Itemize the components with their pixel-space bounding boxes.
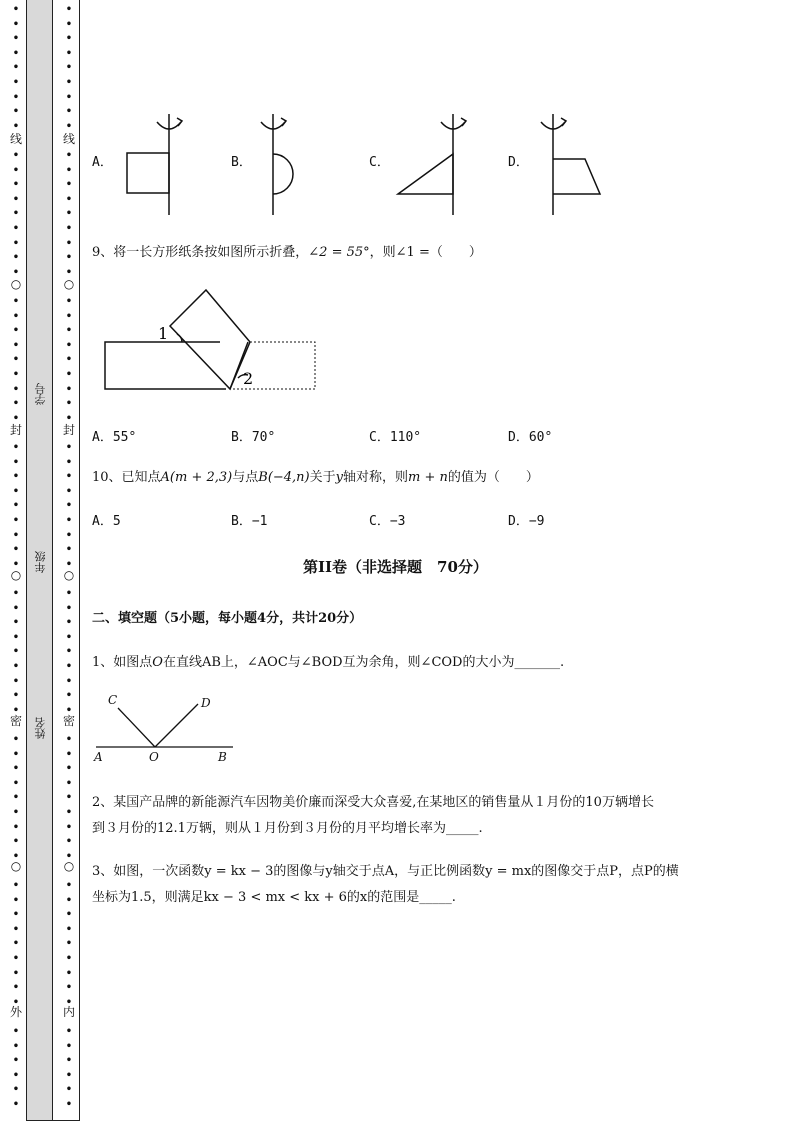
binding-mark: 封	[62, 423, 75, 437]
binding-dot: •	[12, 821, 20, 833]
binding-mark: 密	[62, 714, 75, 728]
binding-dot: •	[65, 471, 73, 483]
binding-dot: •	[65, 150, 73, 161]
binding-dot: •	[65, 982, 73, 994]
binding-dot: •	[65, 106, 73, 118]
binding-dot: •	[12, 485, 20, 497]
binding-dot: •	[65, 894, 73, 906]
binding-mark: 密	[9, 714, 22, 728]
binding-dot: •	[65, 850, 73, 862]
binding-dot: •	[65, 164, 73, 176]
binding-dot: •	[12, 442, 20, 453]
binding-dot: •	[12, 383, 20, 395]
binding-mark: 线	[62, 132, 75, 146]
binding-mark: 封	[9, 423, 22, 437]
binding-dot: •	[65, 675, 73, 687]
q10-option-b: B．−1	[231, 514, 268, 529]
q9-figure	[100, 285, 325, 400]
q10-text-mid2: 关于	[309, 470, 336, 485]
binding-dot: •	[65, 398, 73, 410]
binding-dot: •	[12, 471, 20, 483]
q8-option-b: B．	[231, 155, 252, 170]
binding-dot: •	[12, 1069, 20, 1081]
binding-dot: •	[65, 33, 73, 45]
binding-dot: •	[12, 77, 20, 88]
q8-option-c: C．	[369, 155, 390, 170]
binding-dot: •	[65, 923, 73, 935]
binding-circle: ○	[63, 859, 75, 873]
f2-line-1: 2、某国产品牌的新能源汽车因物美价廉而深受大众喜爱,在某地区的销售量从１月份的10万辆增长	[92, 795, 654, 810]
binding-dot: •	[65, 500, 73, 512]
q10-text-mid: 与点	[232, 470, 259, 485]
f1-label-o: O	[149, 750, 159, 764]
binding-dot: •	[12, 748, 20, 760]
binding-dot: •	[12, 4, 20, 15]
binding-dot: •	[65, 339, 73, 351]
binding-dot: •	[65, 602, 73, 614]
binding-dot: •	[12, 310, 20, 322]
left-dot-column	[9, 0, 23, 1123]
f3-line-2: 坐标为1.5，则满足kx − 3 < mx < kx + 6的x的范围是_____.	[92, 890, 456, 905]
q10-option-c: C．−3	[369, 514, 406, 529]
f1-point-o: O	[152, 655, 163, 670]
binding-dot: •	[12, 398, 20, 410]
binding-dot: •	[65, 529, 73, 541]
binding-dot: •	[12, 47, 20, 59]
binding-dot: •	[12, 967, 20, 979]
binding-dot: •	[12, 850, 20, 862]
binding-dot: •	[65, 296, 73, 307]
binding-dot: •	[65, 77, 73, 88]
binding-dot: •	[12, 91, 20, 103]
q9-option-c: C．110°	[369, 430, 422, 445]
binding-dot: •	[65, 515, 73, 526]
binding-dot: •	[12, 237, 20, 249]
q10-expression: m + n	[408, 470, 448, 485]
binding-dot: •	[12, 120, 20, 132]
binding-mark: 线	[9, 132, 22, 146]
binding-dot: •	[12, 734, 20, 745]
q8-figure-a	[127, 114, 182, 215]
q8-figure-c	[398, 114, 466, 215]
binding-dot: •	[65, 208, 73, 220]
binding-dot: •	[12, 646, 20, 658]
binding-dot: •	[65, 412, 73, 424]
field-student-id	[34, 376, 48, 412]
binding-circle: ○	[10, 568, 22, 582]
binding-dot: •	[65, 193, 73, 205]
binding-dot: •	[12, 208, 20, 220]
binding-dot: •	[12, 179, 20, 191]
binding-dot: •	[65, 807, 73, 818]
binding-dot: •	[12, 456, 20, 468]
binding-dot: •	[65, 704, 73, 716]
binding-circle: ○	[63, 568, 75, 582]
binding-dot: •	[65, 179, 73, 191]
binding-dot: •	[12, 953, 20, 964]
binding-dot: •	[12, 33, 20, 45]
binding-dot: •	[65, 485, 73, 497]
binding-dot: •	[12, 631, 20, 643]
binding-dot: •	[12, 894, 20, 906]
binding-dot: •	[65, 909, 73, 921]
binding-dot: •	[12, 164, 20, 176]
binding-dot: •	[65, 383, 73, 395]
binding-dot: •	[65, 646, 73, 658]
q8-option-d: D．	[508, 155, 529, 170]
binding-dot: •	[65, 880, 73, 891]
q10-question	[92, 466, 539, 485]
binding-dot: •	[12, 909, 20, 921]
q9-question	[92, 241, 482, 260]
q8-option-a: A．	[92, 155, 113, 170]
binding-dot: •	[65, 456, 73, 468]
field-name	[34, 710, 48, 746]
binding-dot: •	[12, 529, 20, 541]
binding-dot: •	[65, 953, 73, 964]
q8-figure-d	[541, 114, 600, 215]
q10-point-b: B(−4,n)	[258, 470, 310, 485]
binding-dot: •	[65, 18, 73, 30]
binding-dot: •	[12, 544, 20, 556]
binding-dot: •	[12, 1084, 20, 1096]
binding-dot: •	[12, 1026, 20, 1037]
binding-dot: •	[65, 310, 73, 322]
binding-mark: 外	[9, 1005, 22, 1019]
binding-dot: •	[12, 325, 20, 337]
binding-dot: •	[12, 938, 20, 950]
binding-dot: •	[12, 252, 20, 264]
binding-dot: •	[65, 91, 73, 103]
q8-figures	[85, 100, 625, 225]
q9-option-b: B．70°	[231, 430, 276, 445]
binding-dot: •	[12, 558, 20, 570]
binding-dot: •	[65, 252, 73, 264]
f3-line-1: 3、如图，一次函数y = kx − 3的图像与y轴交于点A，与正比例函数y = mx的图像交于点P，点P的横	[92, 864, 679, 879]
q9-angle-given: ∠2 = 55°	[308, 245, 370, 260]
f2-line-2: 到３月份的12.1万辆，则从１月份到３月份的月平均增长率为_____.	[92, 821, 483, 836]
binding-circle: ○	[10, 859, 22, 873]
binding-dot: •	[12, 996, 20, 1008]
field-grade	[34, 544, 48, 580]
binding-dot: •	[65, 1026, 73, 1037]
f1-question	[92, 651, 564, 670]
binding-dot: •	[12, 18, 20, 30]
binding-dot: •	[12, 777, 20, 789]
binding-dot: •	[65, 748, 73, 760]
binding-dot: •	[65, 442, 73, 453]
binding-dot: •	[12, 500, 20, 512]
binding-dot: •	[65, 777, 73, 789]
binding-dot: •	[12, 369, 20, 380]
binding-dot: •	[12, 588, 20, 599]
binding-dot: •	[65, 967, 73, 979]
q10-text-post: 轴对称，则	[343, 470, 409, 485]
binding-dot: •	[65, 325, 73, 337]
binding-dot: •	[12, 661, 20, 672]
binding-dot: •	[65, 631, 73, 643]
binding-dot: •	[65, 996, 73, 1008]
f1-text-post: 在直线AB上，∠AOC与∠BOD互为余角，则∠COD的大小为_______.	[162, 655, 565, 670]
binding-dot: •	[65, 1040, 73, 1052]
q10-point-a: A(m + 2,3)	[160, 470, 233, 485]
q10-axis: y	[335, 470, 344, 485]
binding-dot: •	[65, 120, 73, 132]
binding-dot: •	[12, 923, 20, 935]
f1-figure	[90, 688, 240, 768]
binding-dot: •	[12, 704, 20, 716]
binding-circle: ○	[63, 277, 75, 291]
binding-dot: •	[65, 266, 73, 278]
field-student-id-label: 学号	[34, 383, 47, 405]
binding-dot: •	[65, 1069, 73, 1081]
binding-dot: •	[65, 938, 73, 950]
q10-option-d: D．−9	[508, 514, 545, 529]
binding-dot: •	[65, 544, 73, 556]
q10-option-a: A．5	[92, 514, 121, 529]
binding-dot: •	[65, 62, 73, 74]
binding-dot: •	[12, 193, 20, 205]
binding-dot: •	[65, 47, 73, 59]
binding-dot: •	[65, 237, 73, 249]
binding-dot: •	[65, 1055, 73, 1067]
binding-dot: •	[65, 836, 73, 848]
binding-dot: •	[12, 617, 20, 629]
binding-dot: •	[65, 354, 73, 366]
q10-text-pre: 10、已知点	[92, 470, 161, 485]
binding-dot: •	[65, 690, 73, 702]
section2-heading: 二、填空题（5小题，每小题4分，共计20分）	[92, 611, 363, 626]
binding-dot: •	[65, 792, 73, 804]
binding-dot: •	[12, 982, 20, 994]
binding-dot: •	[65, 763, 73, 775]
f1-label-a: A	[94, 750, 103, 764]
field-name-label: 姓名	[34, 717, 47, 739]
binding-dot: •	[65, 4, 73, 15]
binding-dot: •	[12, 150, 20, 161]
binding-dot: •	[12, 354, 20, 366]
binding-dot: •	[12, 266, 20, 278]
field-grade-label: 年级	[34, 551, 47, 573]
q9-text-post: ，则∠1 =（ ）	[369, 245, 482, 260]
binding-dot: •	[12, 106, 20, 118]
f1-label-d: D	[201, 696, 211, 710]
binding-dot: •	[65, 588, 73, 599]
binding-dot: •	[65, 1099, 73, 1110]
section2-title: 第II卷（非选择题 70分）	[303, 558, 488, 576]
q9-label-2: 2	[243, 369, 254, 388]
binding-dot: •	[12, 1040, 20, 1052]
binding-dot: •	[12, 1055, 20, 1067]
binding-dot: •	[12, 675, 20, 687]
binding-dot: •	[12, 792, 20, 804]
binding-dot: •	[12, 807, 20, 818]
binding-mark: 内	[62, 1005, 75, 1019]
binding-dot: •	[12, 1099, 20, 1110]
binding-dot: •	[65, 1084, 73, 1096]
binding-dot: •	[12, 515, 20, 526]
q10-text-end: 的值为（ ）	[447, 470, 539, 485]
binding-dot: •	[12, 223, 20, 234]
q9-label-1: 1	[158, 324, 169, 343]
binding-dot: •	[65, 821, 73, 833]
f1-text-pre: 1、如图点	[92, 655, 153, 670]
binding-dot: •	[12, 836, 20, 848]
q9-option-d: D．60°	[508, 430, 553, 445]
right-dot-column	[62, 0, 76, 1123]
q9-option-a: A．55°	[92, 430, 137, 445]
binding-dot: •	[65, 617, 73, 629]
binding-dot: •	[65, 661, 73, 672]
binding-dot: •	[12, 339, 20, 351]
binding-dot: •	[12, 763, 20, 775]
binding-dot: •	[12, 62, 20, 74]
binding-dot: •	[65, 223, 73, 234]
q9-text-pre: 9、将一长方形纸条按如图所示折叠，	[92, 245, 309, 260]
binding-dot: •	[12, 880, 20, 891]
f1-label-b: B	[218, 750, 227, 764]
binding-dot: •	[12, 412, 20, 424]
binding-dot: •	[12, 602, 20, 614]
binding-dot: •	[65, 369, 73, 380]
binding-dot: •	[65, 734, 73, 745]
binding-dot: •	[12, 296, 20, 307]
binding-dot: •	[65, 558, 73, 570]
binding-dot: •	[12, 690, 20, 702]
q8-figure-b	[261, 114, 293, 215]
f1-label-c: C	[108, 693, 118, 707]
binding-circle: ○	[10, 277, 22, 291]
